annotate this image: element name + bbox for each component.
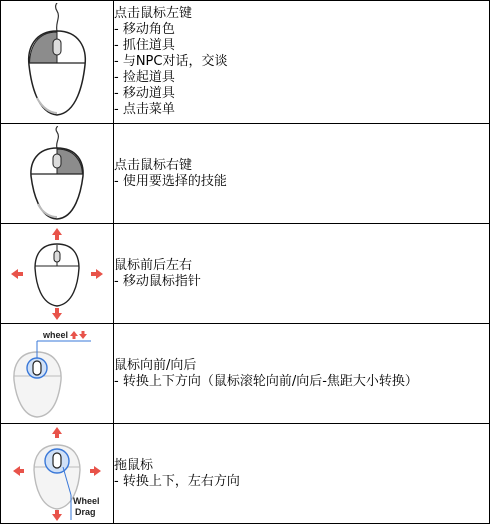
wheel-drag-label-line2: Drag: [75, 506, 96, 517]
mouse-right-click-icon: [19, 126, 95, 222]
arrow-right-icon: [91, 269, 103, 279]
left-click-text-cell: [114, 1, 490, 124]
list-item: - 转换上下，左右方向: [114, 473, 240, 489]
mouse-left-click-icon: [17, 3, 97, 121]
arrow-left-icon: [11, 269, 23, 279]
arrow-down-icon: [52, 510, 62, 521]
drag-image-cell: [1, 424, 114, 524]
list-item: - 使用要选择的技能: [114, 173, 227, 189]
mouse-drag-icon: [9, 425, 105, 523]
move-mouse-image-cell: [1, 224, 114, 324]
wheel-label: wheel: [43, 329, 69, 340]
list-item: - 捡起道具: [114, 70, 175, 85]
arrow-up-icon: [52, 427, 62, 438]
list-item: - 移动道具: [114, 86, 175, 101]
arrow-up-icon: [70, 331, 78, 339]
arrow-down-icon: [52, 308, 62, 320]
mouse-move-icon: [9, 226, 105, 322]
list-item: - 与NPC对话，交谈: [114, 54, 228, 69]
row-wheel: [1, 324, 490, 424]
row-title: 点击鼠标右键: [114, 157, 193, 173]
row-right-click: [1, 124, 490, 224]
row-title: 点击鼠标左键: [114, 6, 193, 21]
wheel-text-cell: [114, 324, 490, 424]
list-item: - 点击菜单: [114, 102, 175, 117]
row-title: 鼠标向前/向后: [114, 357, 197, 373]
row-title: 鼠标前后左右: [114, 257, 193, 273]
right-click-text-cell: [114, 124, 490, 224]
right-click-image-cell: [1, 124, 114, 224]
list-item: - 移动鼠标指针: [114, 273, 201, 289]
wheel-image-cell: [1, 324, 114, 424]
row-title: 拖鼠标: [114, 457, 154, 473]
list-item: - 抓住道具: [114, 38, 175, 53]
row-drag: [1, 424, 490, 524]
row-move-mouse: [1, 224, 490, 324]
arrow-up-icon: [52, 228, 62, 240]
list-item: - 移动角色: [114, 22, 175, 37]
left-click-image-cell: [1, 1, 114, 124]
wheel-drag-label-line1: Wheel: [73, 495, 100, 506]
row-left-click: [1, 1, 490, 124]
arrow-left-icon: [13, 466, 24, 476]
move-mouse-text-cell: [114, 224, 490, 324]
mouse-wheel-icon: [7, 328, 107, 420]
arrow-right-icon: [90, 466, 101, 476]
list-item: - 转换上下方向（鼠标滚轮向前/向后-焦距大小转换）: [114, 373, 418, 389]
arrow-down-icon: [79, 331, 87, 339]
drag-text-cell: [114, 424, 490, 524]
